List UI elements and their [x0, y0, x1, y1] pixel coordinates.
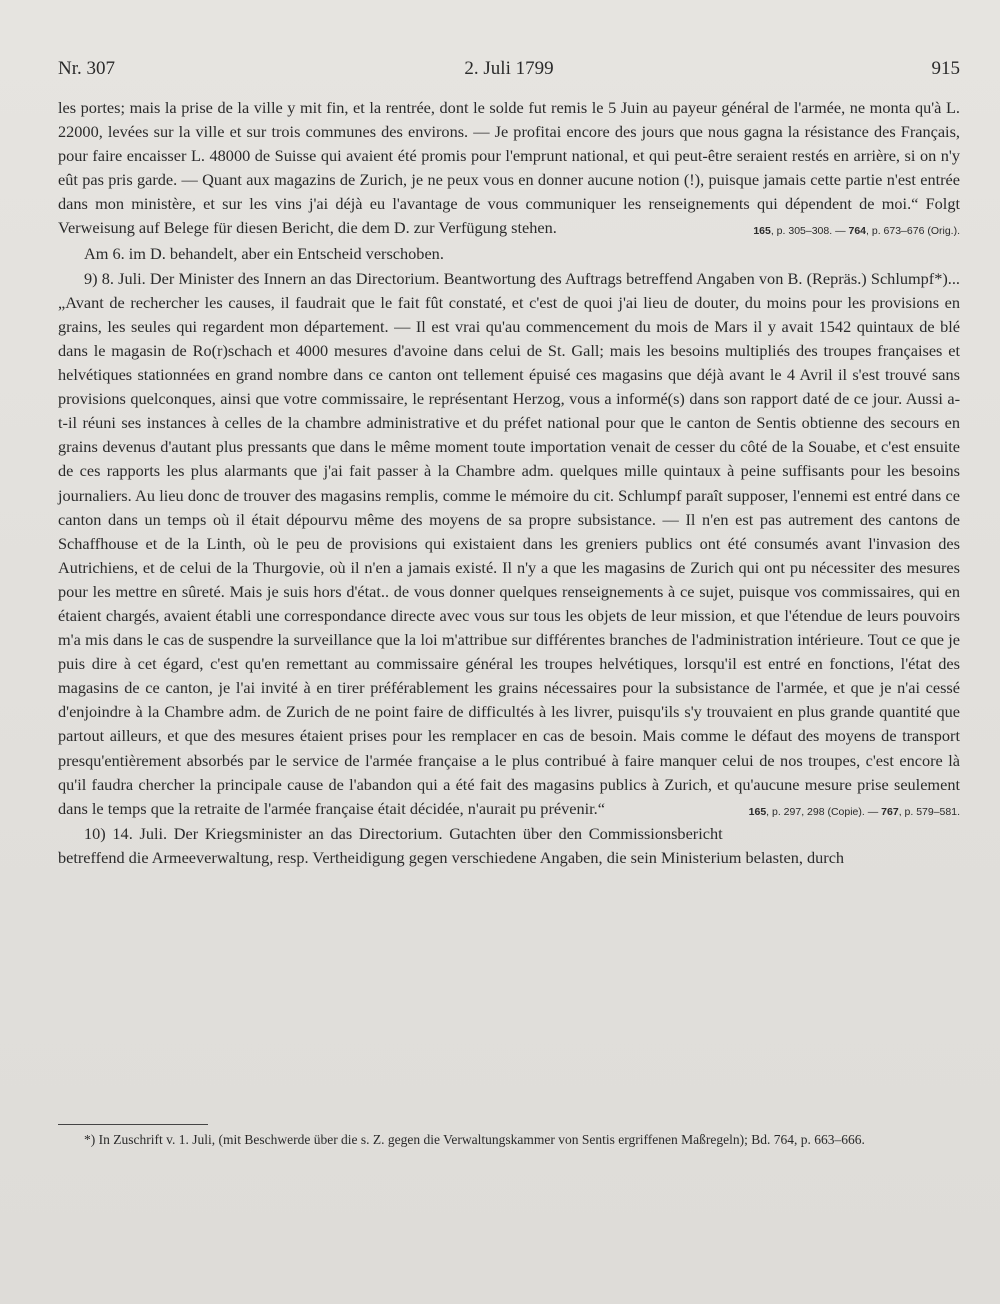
- ref-2-pages-a: , p. 297, 298 (Copie). —: [766, 805, 879, 818]
- body-text: [58, 96, 960, 870]
- footnote-divider: [58, 1124, 208, 1125]
- ref-2-volume-a: 165: [748, 805, 767, 818]
- paragraph-3: [58, 267, 960, 821]
- header-date: 2. Juli 1799: [464, 58, 554, 79]
- paragraph-2-text: Am 6. im D. behandelt, aber ein Entscheid verschoben.: [84, 243, 444, 263]
- ref-1-volume-a: 165: [753, 225, 771, 238]
- document-number: Nr. 307: [58, 58, 115, 79]
- paragraph-2: [58, 242, 960, 266]
- paragraph-4-text: 10) 14. Juli. Der Kriegsminister an das Directorium. Gutachten über den Commissionsbericht betreffend die Armeeverwaltung, resp. Vertheidigung gegen verschiedene Angaben, die sein Ministerium belasten, durch: [58, 823, 845, 867]
- ref-2-volume-b: 767: [881, 805, 899, 818]
- footnote: *) In Zuschrift v. 1. Juli, (mit Beschwerde über die s. Z. gegen die Verwaltungskammer von Sentis ergriffenen Maßregeln); Bd. 764, p. 663–666.: [84, 1132, 865, 1147]
- page-number: 915: [931, 58, 960, 79]
- ref-2-pages-b: , p. 579–581.: [898, 805, 960, 818]
- paragraph-4: [58, 822, 960, 870]
- source-reference-2: [723, 800, 960, 824]
- paragraph-1: [58, 96, 960, 241]
- paragraph-1-text: les portes; mais la prise de la ville y mit fin, et la rentrée, dont le solde fut remis le 5 Juin au payeur général de l'armée, ne monta qu'à L. 22000, levées sur la ville et sur trois communes des environs. — Je profitai encore des jours que nous gagna la résistance des Français, pour faire encaisser L. 48000 de Suisse qui avaient été promis pour l'emprunt national, et qui peut-être seraient restés en arrière, si on n'y eût pas pris garde. — Quant aux magazins de Zurich, je ne peux vous en donner aucune notion (!), puisque jamais cette partie n'est entrée dans mon ministère, et sur les vins j'ai déjà eu l'avantage de vous communiquer les renseignements qui dépendent de moi.“ Folgt Verweisung auf Belege für diesen Bericht, die dem D. zur Verfügung stehen.: [58, 98, 960, 238]
- page-header: [58, 58, 960, 86]
- ref-1-volume-b: 764: [848, 225, 867, 238]
- source-reference-1: [753, 219, 960, 243]
- ref-1-pages-a: , p. 305–308. —: [770, 225, 846, 238]
- paragraph-3-text: 9) 8. Juli. Der Minister des Innern an das Directorium. Beantwortung des Auftrags betreffend Angaben von B. (Repräs.) Schlumpf*)... „Avant de rechercher les causes, il faudrait que le fait fût constaté, et c'est de quoi j'ai lieu de douter, du moins pour les provisions en grains, les seules qui regardent mon département. — Il est vrai qu'au commencement du mois de Mars il y avait 1542 quintaux de blé dans le magasin de Ro(r)schach et 4000 mesures d'avoine dans celui de St. Gall; mais les besoins multipliés des troupes françaises et helvétiques stationnées en grand nombre dans ce canton ont tellement épuisé ces magasins que déjà avant le 4 Avril il s'est trouvé sans provisions quelconques, ainsi que votre commissaire, le représentant Herzog, vous a informé(s) dans son rapport daté de ce jour. Aussi a-t-il réuni ses instances à celles de la chambre administrative et du préfet national pour que le canton de Sentis obtienne des secours en grains devenus d'autant plus pressants que dans le même moment toute importation venait de cesser du côté de la Souabe, et c'est ensuite de ces rapports les plus alarmants que j'ai fait passer à la Chambre adm. quelques mille quintaux à peine suffisants pour les besoins journaliers. Au lieu donc de trouver des magasins remplis, comme le mémoire du cit. Schlumpf paraît supposer, l'ennemi est entré dans ce canton dans un temps où il était dépourvu même des moyens de sa propre subsistance. — Il n'en est pas autrement des cantons de Schaffhouse et de la Linth, où le peu de provisions qui existaient dans les greniers publics ont été consumés avant l'invasion des Autrichiens, et de celui de la Thurgovie, où il n'en a jamais existé. Il n'y a que les magasins de Zurich qui ont pu nécessiter des mesures pour les mettre en sûreté. Mais je suis hors d'état.. de vous donner quelques renseignements à ce sujet, puisque vos commissaires, qui en étaient chargés, avaient établi une correspondance directe avec vous sur tous les objets de leur mission, et que l'étendue de leurs pouvoirs m'a mis dans le cas de suspendre la surveillance que la loi m'attribue sur différentes branches de l'administration intérieure. Tout ce que je puis dire à cet égard, c'est qu'en remettant au commissaire général les troupes helvétiques, lorsqu'il est entré en fonctions, l'état des magasins de ce canton, je l'ai invité à en tirer préférablement les grains nécessaires pour la subsistance de l'armée, et que je n'ai cessé d'enjoindre à la Chambre adm. de Zurich de ne point faire de difficultés à les livrer, puisqu'ils s'y trouvaient en plus grande quantité que partout ailleurs, et que des mesures étaient prises pour les remplacer en cas de besoin. Mais comme le défaut des moyens de transport presqu'entièrement absorbés par le service de l'armée française a le plus contribué à faire manquer celui de nos troupes, c'est encore là qu'il faudra chercher la principale cause de l'abandon qui a été fait des magasins publics à Zurich, et qu'aucune mesure prise seulement dans le temps que la retraite de l'armée française était décidée, n'aurait pu prévenir.“: [58, 268, 960, 818]
- ref-1-pages-b: , p. 673–676 (Orig.).: [866, 225, 960, 238]
